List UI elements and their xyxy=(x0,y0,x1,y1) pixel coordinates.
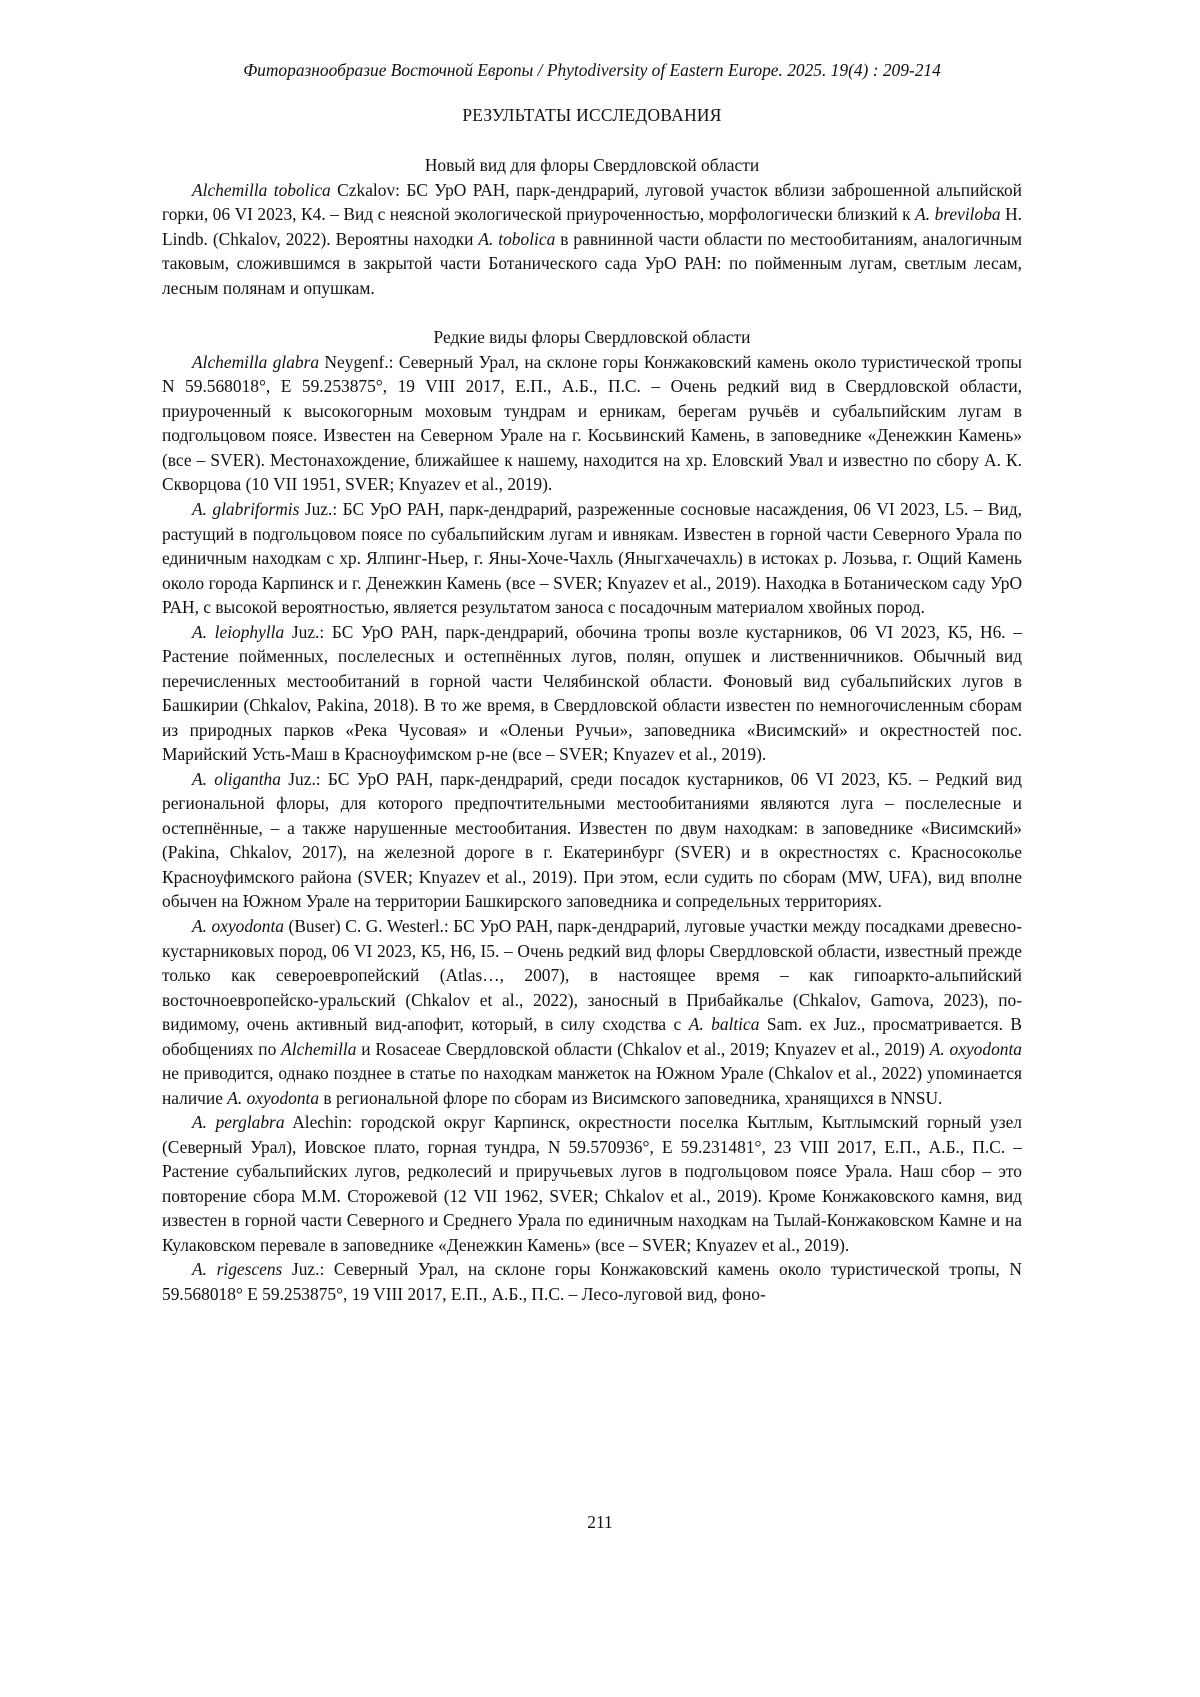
text-run: Juz.: БС УрО РАН, парк-дендрарий, среди посадок кустарников, 06 VI 2023, К5. – Редкий вид региональной флоры, для которого предпочтительными местообитаниями являются луга – послелесные и остепнённые, – а также нарушенные местообитания. Известен по двум находкам: в заповеднике «Висимский» (Pakina, Chkalov, 2017), на железной дороге в г. Екатеринбург (SVER) и в окрестностях с. Красносоколье Красноуфимского района (SVER; Knyazev et al., 2019). При этом, если судить по сборам (MW, UFA), вид вполне обычен на Южном Урале на территории Башкирского заповедника и сопредельных территориях. xyxy=(162,768,1022,912)
paragraph xyxy=(162,178,1022,301)
species-name: Alchemilla glabra xyxy=(192,351,320,372)
species-name: A. oxyodonta xyxy=(227,1087,320,1108)
text-run: Juz.: Северный Урал, на склоне горы Конжаковский камень около туристической тропы, N 59.568018° E 59.253875°, 19 VIII 2017, Е.П., А.Б., П.С. – Лесо-луговой вид, фоно- xyxy=(162,1259,1022,1304)
species-name: A. perglabra xyxy=(192,1112,285,1133)
species-name: Alchemilla tobolica xyxy=(192,179,331,200)
page-number: 211 xyxy=(587,1512,613,1533)
text-run: Alechin: городской округ Карпинск, окрестности поселка Кытлым, Кытлымский горный узел (Северный Урал), Иовское плато, горная тундра, N 59.570936°, E 59.231481°, 23 VIII 2017, Е.П., А.Б., П.С. – Растение субальпийских лугов, редколесий и приручьевых лугов в подгольцовом поясе Урала. Наш сбор – это повторение сбора М.М. Сторожевой (12 VII 1962, SVER; Chkalov et al., 2019). Кроме Конжаковского камня, вид известен в горной части Северного и Среднего Урала по единичным находкам на Тылай-Конжаковском Камне и на Кулаковском перевале в заповеднике «Денежкин Камень» (все – SVER; Knyazev et al., 2019). xyxy=(162,1112,1022,1255)
species-name: A. oligantha xyxy=(192,768,281,789)
paragraph xyxy=(162,497,1022,620)
text-run: не приводится, однако позднее в статье по находкам манжеток на Южном Урале (Chkalov et al., 2022) упоминается наличие xyxy=(162,1063,1022,1108)
text-run: и Rosaceae Свердловской области (Chkalov et al., 2019; Knyazev et al., 2019) xyxy=(356,1038,930,1059)
text-run: Juz.: БС УрО РАН, парк-дендрарий, разреженные сосновые насаждения, 06 VI 2023, L5. – Вид, растущий в подгольцовом поясе по субальпийским лугам и ивнякам. Известен в горной части Северного Урала по единичным находкам с хр. Ялпинг-Ньер, г. Яны-Хоче-Чахль (Яныгхачечахль) в истоках р. Лозьва, г. Ощий Камень около города Карпинск и г. Денежкин Камень (все – SVER; Knyazev et al., 2019). Находка в Ботаническом саду УрО РАН, с высокой вероятностью, является результатом заноса с посадочным материалом хвойных пород. xyxy=(162,498,1022,618)
text-run: в региональной флоре по сборам из Висимского заповедника, хранящихся в NNSU. xyxy=(319,1087,943,1108)
species-name: A. oxyodonta xyxy=(192,916,284,936)
species-name: A. glabriformis xyxy=(192,498,300,519)
section-heading: Редкие виды флоры Свердловской области xyxy=(433,327,751,348)
text-run: Neygenf.: Северный Урал, на склоне горы Конжаковский камень около туристической тропы N 59.568018°, E 59.253875°, 19 VIII 2017, Е.П., А.Б., П.С. – Очень редкий вид в Свердловской области, приуроченный к высокогорным моховым тундрам и ерникам, берегам ручьёв и субальпийским лугам в подгольцовом поясе. Известен на Северном Урале на г. Косьвинский Камень, в заповеднике «Денежкин Камень» (все – SVER). Местонахождение, ближайшее к нашему, находится на хр. Еловский Увал и известно по сбору А. К. Скворцова (10 VII 1951, SVER; Knyazev et al., 2019). xyxy=(162,351,1022,495)
text-run: Czkalov: БС УрО РАН, парк-дендрарий, луговой участок вблизи заброшенной альпийской горки, 06 VI 2023, К4. – Вид с неясной экологической приуроченностью, морфологически близкий к xyxy=(162,179,1022,225)
results-section-title: РЕЗУЛЬТАТЫ ИССЛЕДОВАНИЯ xyxy=(462,104,722,125)
species-name: A. rigescens xyxy=(192,1259,283,1280)
paragraph xyxy=(162,767,1022,914)
paragraph xyxy=(162,620,1022,767)
text-run: в равнинной части области по местообитаниям, аналогичным таковым, сложившимся в закрытой части Ботанического сада УрО РАН: по пойменным лугам, светлым лесам, лесным полянам и опушкам. xyxy=(162,228,1022,298)
paragraph xyxy=(162,350,1022,497)
running-head: Фиторазнообразие Восточной Европы / Phytodiversity of Eastern Europe. 2025. 19(4) : 209-214 xyxy=(243,60,941,80)
text-run: Sam. ex Juz., просматривается. В обобщениях по xyxy=(162,1014,1023,1059)
text-run: H. Lindb. (Chkalov, 2022). Вероятны находки xyxy=(162,204,1022,249)
species-name: A. breviloba xyxy=(915,204,1001,225)
species-name: A. leiophylla xyxy=(192,621,285,642)
text-run: Juz.: БС УрО РАН, парк-дендрарий, обочина тропы возле кустарников, 06 VI 2023, К5, Н6. – Растение пойменных, послелесных и остепнённых лугов, полян, опушек и лиственничников. Обычный вид перечисленных местообитаний в горной части Челябинской области. Фоновый вид субальпийских лугов в Башкирии (Chkalov, Pakina, 2018). В то же время, в Свердловской области известен по немногочисленным сборам из природных парков «Река Чусовая» и «Оленьи Ручьи», заповедника «Висимский» и окрестностей пос. Марийский Усть-Маш в Красноуфимском р-не (все – SVER; Knyazev et al., 2019). xyxy=(162,621,1022,765)
paragraph xyxy=(162,1257,1022,1306)
paragraph xyxy=(162,914,1022,1110)
species-name: A. oxyodonta xyxy=(929,1038,1022,1059)
section-heading: Новый вид для флоры Свердловской области xyxy=(424,155,760,176)
species-name: A. tobolica xyxy=(478,228,556,249)
species-name: Alchemilla xyxy=(281,1038,357,1059)
species-name: A. baltica xyxy=(688,1014,760,1035)
sections-root xyxy=(162,153,1022,1306)
paragraph xyxy=(162,1110,1022,1257)
text-run: (Buser) C. G. Westerl.: БС УрО РАН, парк-дендрарий, луговые участки между посадками древесно-кустарниковых пород, 06 VI 2023, К5, Н6, I5. – Очень редкий вид флоры Свердловской области, известный прежде только как североевропейский (Atlas…, 2007), в настоящее время – как гипоаркто-альпийский восточноевропейско-уральский (Chkalov et al., 2022), заносный в Прибайкалье (Chkalov, Gamova, 2023), по-видимому, очень активный вид-апофит, который, в силу сходства с xyxy=(162,916,1022,1035)
